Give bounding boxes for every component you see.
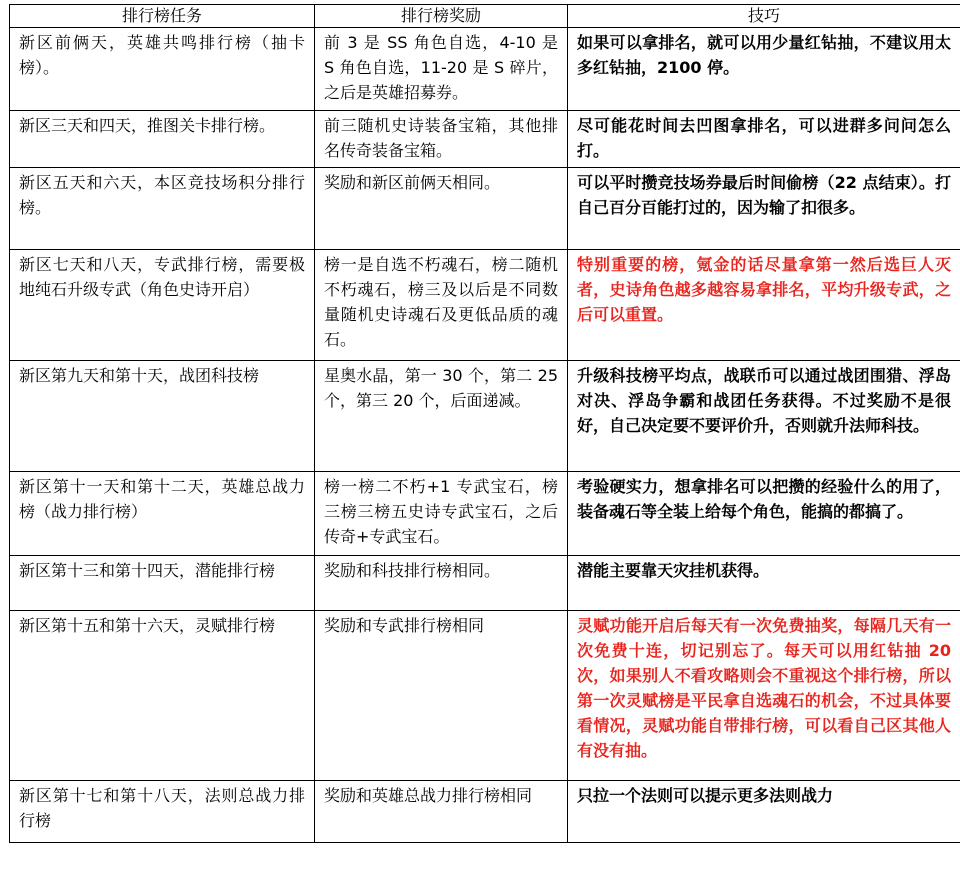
task-cell: 新区五天和六天，本区竞技场积分排行榜。 [10, 168, 315, 250]
reward-cell: 榜一榜二不朽+1 专武宝石，榜三榜三榜五史诗专武宝石，之后传奇+专武宝石。 [315, 472, 568, 556]
column-header-tip: 技巧 [568, 5, 960, 28]
task-cell: 新区第十三和第十四天，潜能排行榜 [10, 556, 315, 611]
reward-cell: 奖励和专武排行榜相同 [315, 611, 568, 781]
column-header-task: 排行榜任务 [10, 5, 315, 28]
table-row [10, 781, 960, 843]
table-row [10, 168, 960, 250]
table-row [10, 556, 960, 611]
task-cell: 新区三天和四天，推图关卡排行榜。 [10, 111, 315, 168]
table-row [10, 250, 960, 361]
table-row [10, 611, 960, 781]
reward-cell: 奖励和英雄总战力排行榜相同 [315, 781, 568, 843]
reward-cell: 奖励和新区前俩天相同。 [315, 168, 568, 250]
table-row [10, 111, 960, 168]
tip-cell-highlighted: 灵赋功能开启后每天有一次免费抽奖，每隔几天有一次免费十连，切记别忘了。每天可以用红钻抽 20 次，如果别人不看攻略则会不重视这个排行榜，所以第一次灵赋榜是平民拿自选魂石的机会，不过具体要看情况，灵赋功能自带排行榜，可以看自己区其他人有没有抽。 [568, 611, 960, 781]
reward-cell: 前三随机史诗装备宝箱，其他排名传奇装备宝箱。 [315, 111, 568, 168]
task-cell: 新区前俩天，英雄共鸣排行榜（抽卡榜）。 [10, 28, 315, 111]
column-header-reward: 排行榜奖励 [315, 5, 568, 28]
tip-cell: 潜能主要靠天灾挂机获得。 [568, 556, 960, 611]
table-row [10, 28, 960, 111]
tip-cell: 考验硬实力，想拿排名可以把攒的经验什么的用了，装备魂石等全装上给每个角色，能搞的都搞了。 [568, 472, 960, 556]
reward-cell: 前 3 是 SS 角色自选，4-10 是 S 角色自选，11-20 是 S 碎片，之后是英雄招募券。 [315, 28, 568, 111]
table-row [10, 472, 960, 556]
tip-cell-highlighted: 特别重要的榜，氪金的话尽量拿第一然后选巨人灭者，史诗角色越多越容易拿排名，平均升级专武，之后可以重置。 [568, 250, 960, 361]
table-row [10, 361, 960, 472]
task-cell: 新区第十五和第十六天，灵赋排行榜 [10, 611, 315, 781]
tip-cell: 如果可以拿排名，就可以用少量红钻抽，不建议用太多红钻抽，2100 停。 [568, 28, 960, 111]
task-cell: 新区第十一天和第十二天，英雄总战力榜（战力排行榜） [10, 472, 315, 556]
task-cell: 新区第九天和第十天，战团科技榜 [10, 361, 315, 472]
ranking-guide-table [9, 4, 960, 843]
reward-cell: 星奥水晶，第一 30 个，第二 25 个，第三 20 个，后面递减。 [315, 361, 568, 472]
tip-cell: 尽可能花时间去凹图拿排名，可以进群多问问怎么打。 [568, 111, 960, 168]
table-header-row [10, 5, 960, 28]
task-cell: 新区七天和八天，专武排行榜，需要极地纯石升级专武（角色史诗开启） [10, 250, 315, 361]
task-cell: 新区第十七和第十八天，法则总战力排行榜 [10, 781, 315, 843]
tip-cell: 升级科技榜平均点，战联币可以通过战团围猎、浮岛对决、浮岛争霸和战团任务获得。不过奖励不是很好，自己决定要不要评价升，否则就升法师科技。 [568, 361, 960, 472]
reward-cell: 奖励和科技排行榜相同。 [315, 556, 568, 611]
tip-cell: 只拉一个法则可以提示更多法则战力 [568, 781, 960, 843]
tip-cell: 可以平时攒竞技场券最后时间偷榜（22 点结束）。打自己百分百能打过的，因为输了扣很多。 [568, 168, 960, 250]
reward-cell: 榜一是自选不朽魂石，榜二随机不朽魂石，榜三及以后是不同数量随机史诗魂石及更低品质的魂石。 [315, 250, 568, 361]
